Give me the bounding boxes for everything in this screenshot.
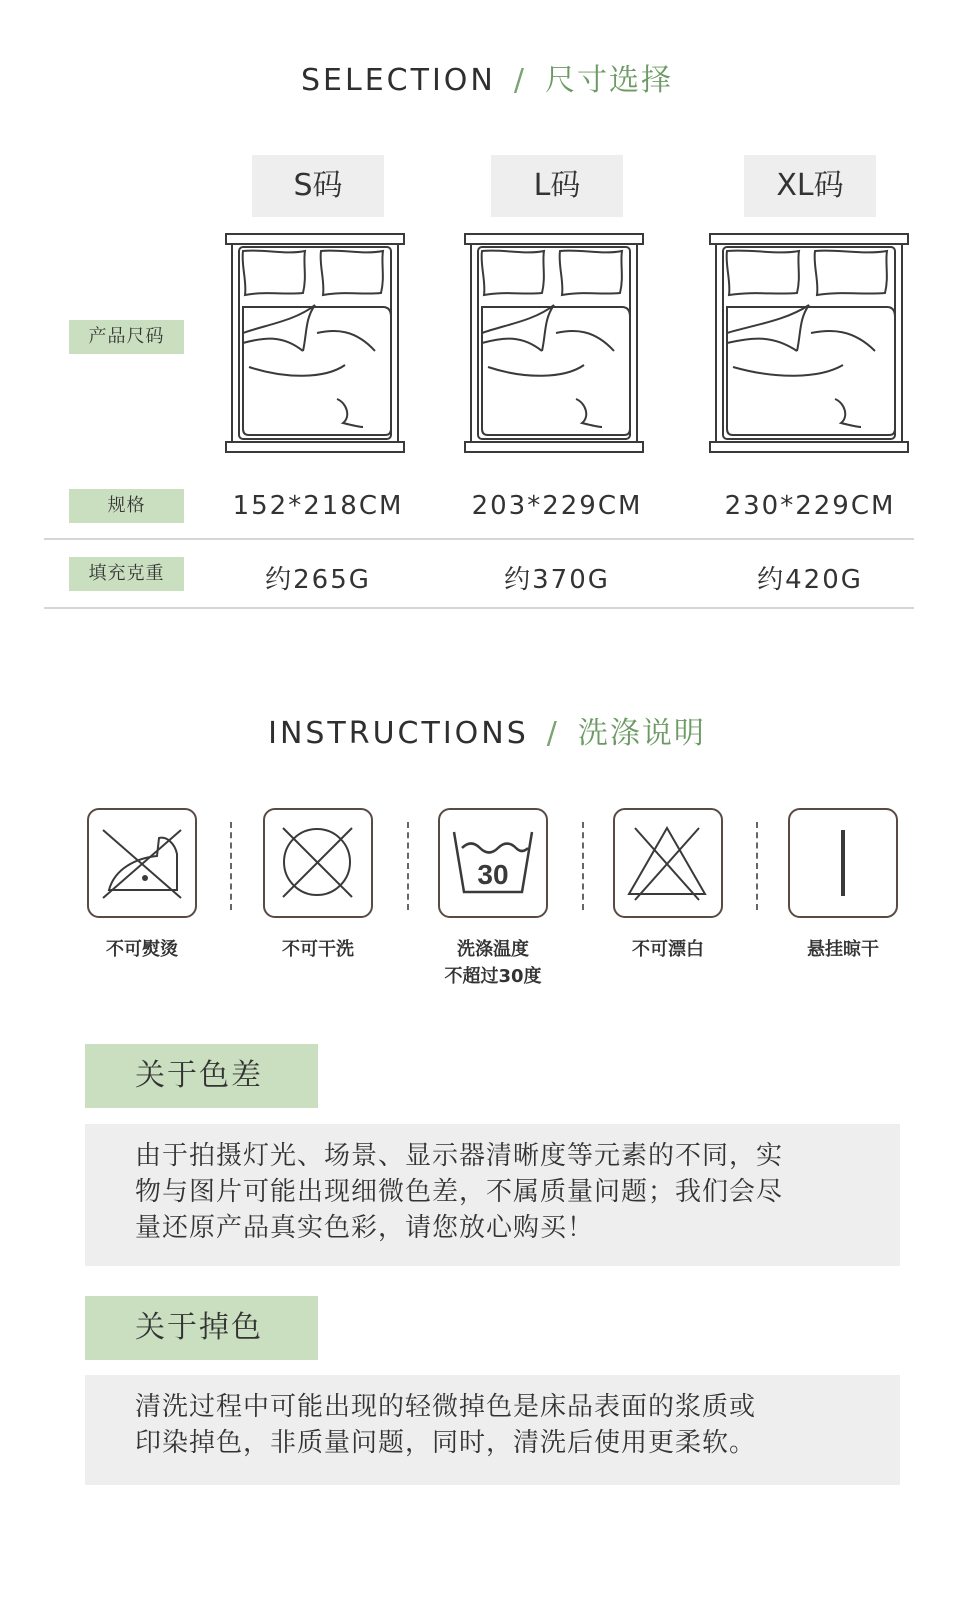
- weight-s: 约265G: [265, 565, 371, 595]
- icon-divider: [407, 822, 409, 910]
- wash-label-hang-dry: [768, 936, 918, 963]
- instructions-title-en: INSTRUCTIONS: [268, 716, 529, 751]
- note-line: 由于拍摄灯光、场景、显示器清晰度等元素的不同，实: [135, 1141, 784, 1171]
- note-line: 物与图片可能出现细微色差，不属质量问题；我们会尽: [135, 1177, 784, 1207]
- bed-illustration-xl: [709, 233, 909, 453]
- instructions-slash: /: [546, 716, 560, 751]
- weight-xl: 约420G: [757, 565, 863, 595]
- row-label-weight: 填充克重: [69, 557, 184, 591]
- no-bleach-icon: [613, 808, 723, 918]
- selection-heading: [0, 55, 974, 99]
- note-line: 清洗过程中可能出现的轻微掉色是床品表面的浆质或: [135, 1392, 757, 1422]
- note-body-fading: [85, 1375, 900, 1485]
- note-line: 量还原产品真实色彩，请您放心购买！: [135, 1213, 595, 1243]
- divider: [44, 538, 914, 540]
- wash-label-wash-temp: [418, 936, 568, 990]
- wash-label-line: 不可熨烫: [106, 939, 178, 960]
- instructions-heading: [0, 708, 974, 752]
- wash-label-no-bleach: [593, 936, 743, 963]
- note-body-color-diff: [85, 1124, 900, 1266]
- spec-l: 203*229CM: [471, 491, 643, 521]
- wash-label-line: 不超过30度: [444, 966, 542, 987]
- wash-label-line: 洗涤温度: [457, 939, 529, 960]
- divider: [44, 607, 914, 609]
- wash-label-no-iron: [67, 936, 217, 963]
- bed-illustration-l: [464, 233, 644, 453]
- icon-divider: [582, 822, 584, 910]
- instructions-title-cn: 洗涤说明: [577, 716, 706, 751]
- icon-divider: [230, 822, 232, 910]
- no-dry-clean-icon: [263, 808, 373, 918]
- row-label-size: 产品尺码: [69, 320, 184, 354]
- note-title-fading: 关于掉色: [85, 1296, 318, 1360]
- note-line: 印染掉色，非质量问题，同时，清洗后使用更柔软。: [135, 1428, 757, 1458]
- size-tag-xl: XL码: [744, 155, 876, 217]
- wash-label-line: 不可干洗: [282, 939, 354, 960]
- wash-label-line: 悬挂晾干: [807, 939, 879, 960]
- wash-30-icon: [438, 808, 548, 918]
- spec-xl: 230*229CM: [724, 491, 896, 521]
- wash-label-line: 不可漂白: [632, 939, 704, 960]
- wash-temp-text: 30: [477, 859, 509, 890]
- spec-s: 152*218CM: [232, 491, 404, 521]
- wash-label-no-dry-clean: [243, 936, 393, 963]
- selection-slash: /: [513, 63, 527, 98]
- icon-divider: [756, 822, 758, 910]
- hang-dry-icon: [788, 808, 898, 918]
- bed-illustration-s: [225, 233, 405, 453]
- size-tag-s: S码: [252, 155, 384, 217]
- note-title-color-diff: 关于色差: [85, 1044, 318, 1108]
- weight-l: 约370G: [504, 565, 610, 595]
- no-iron-icon: [87, 808, 197, 918]
- selection-title-cn: 尺寸选择: [544, 63, 673, 98]
- selection-title-en: SELECTION: [301, 63, 496, 98]
- row-label-spec: 规格: [69, 489, 184, 523]
- size-tag-l: L码: [491, 155, 623, 217]
